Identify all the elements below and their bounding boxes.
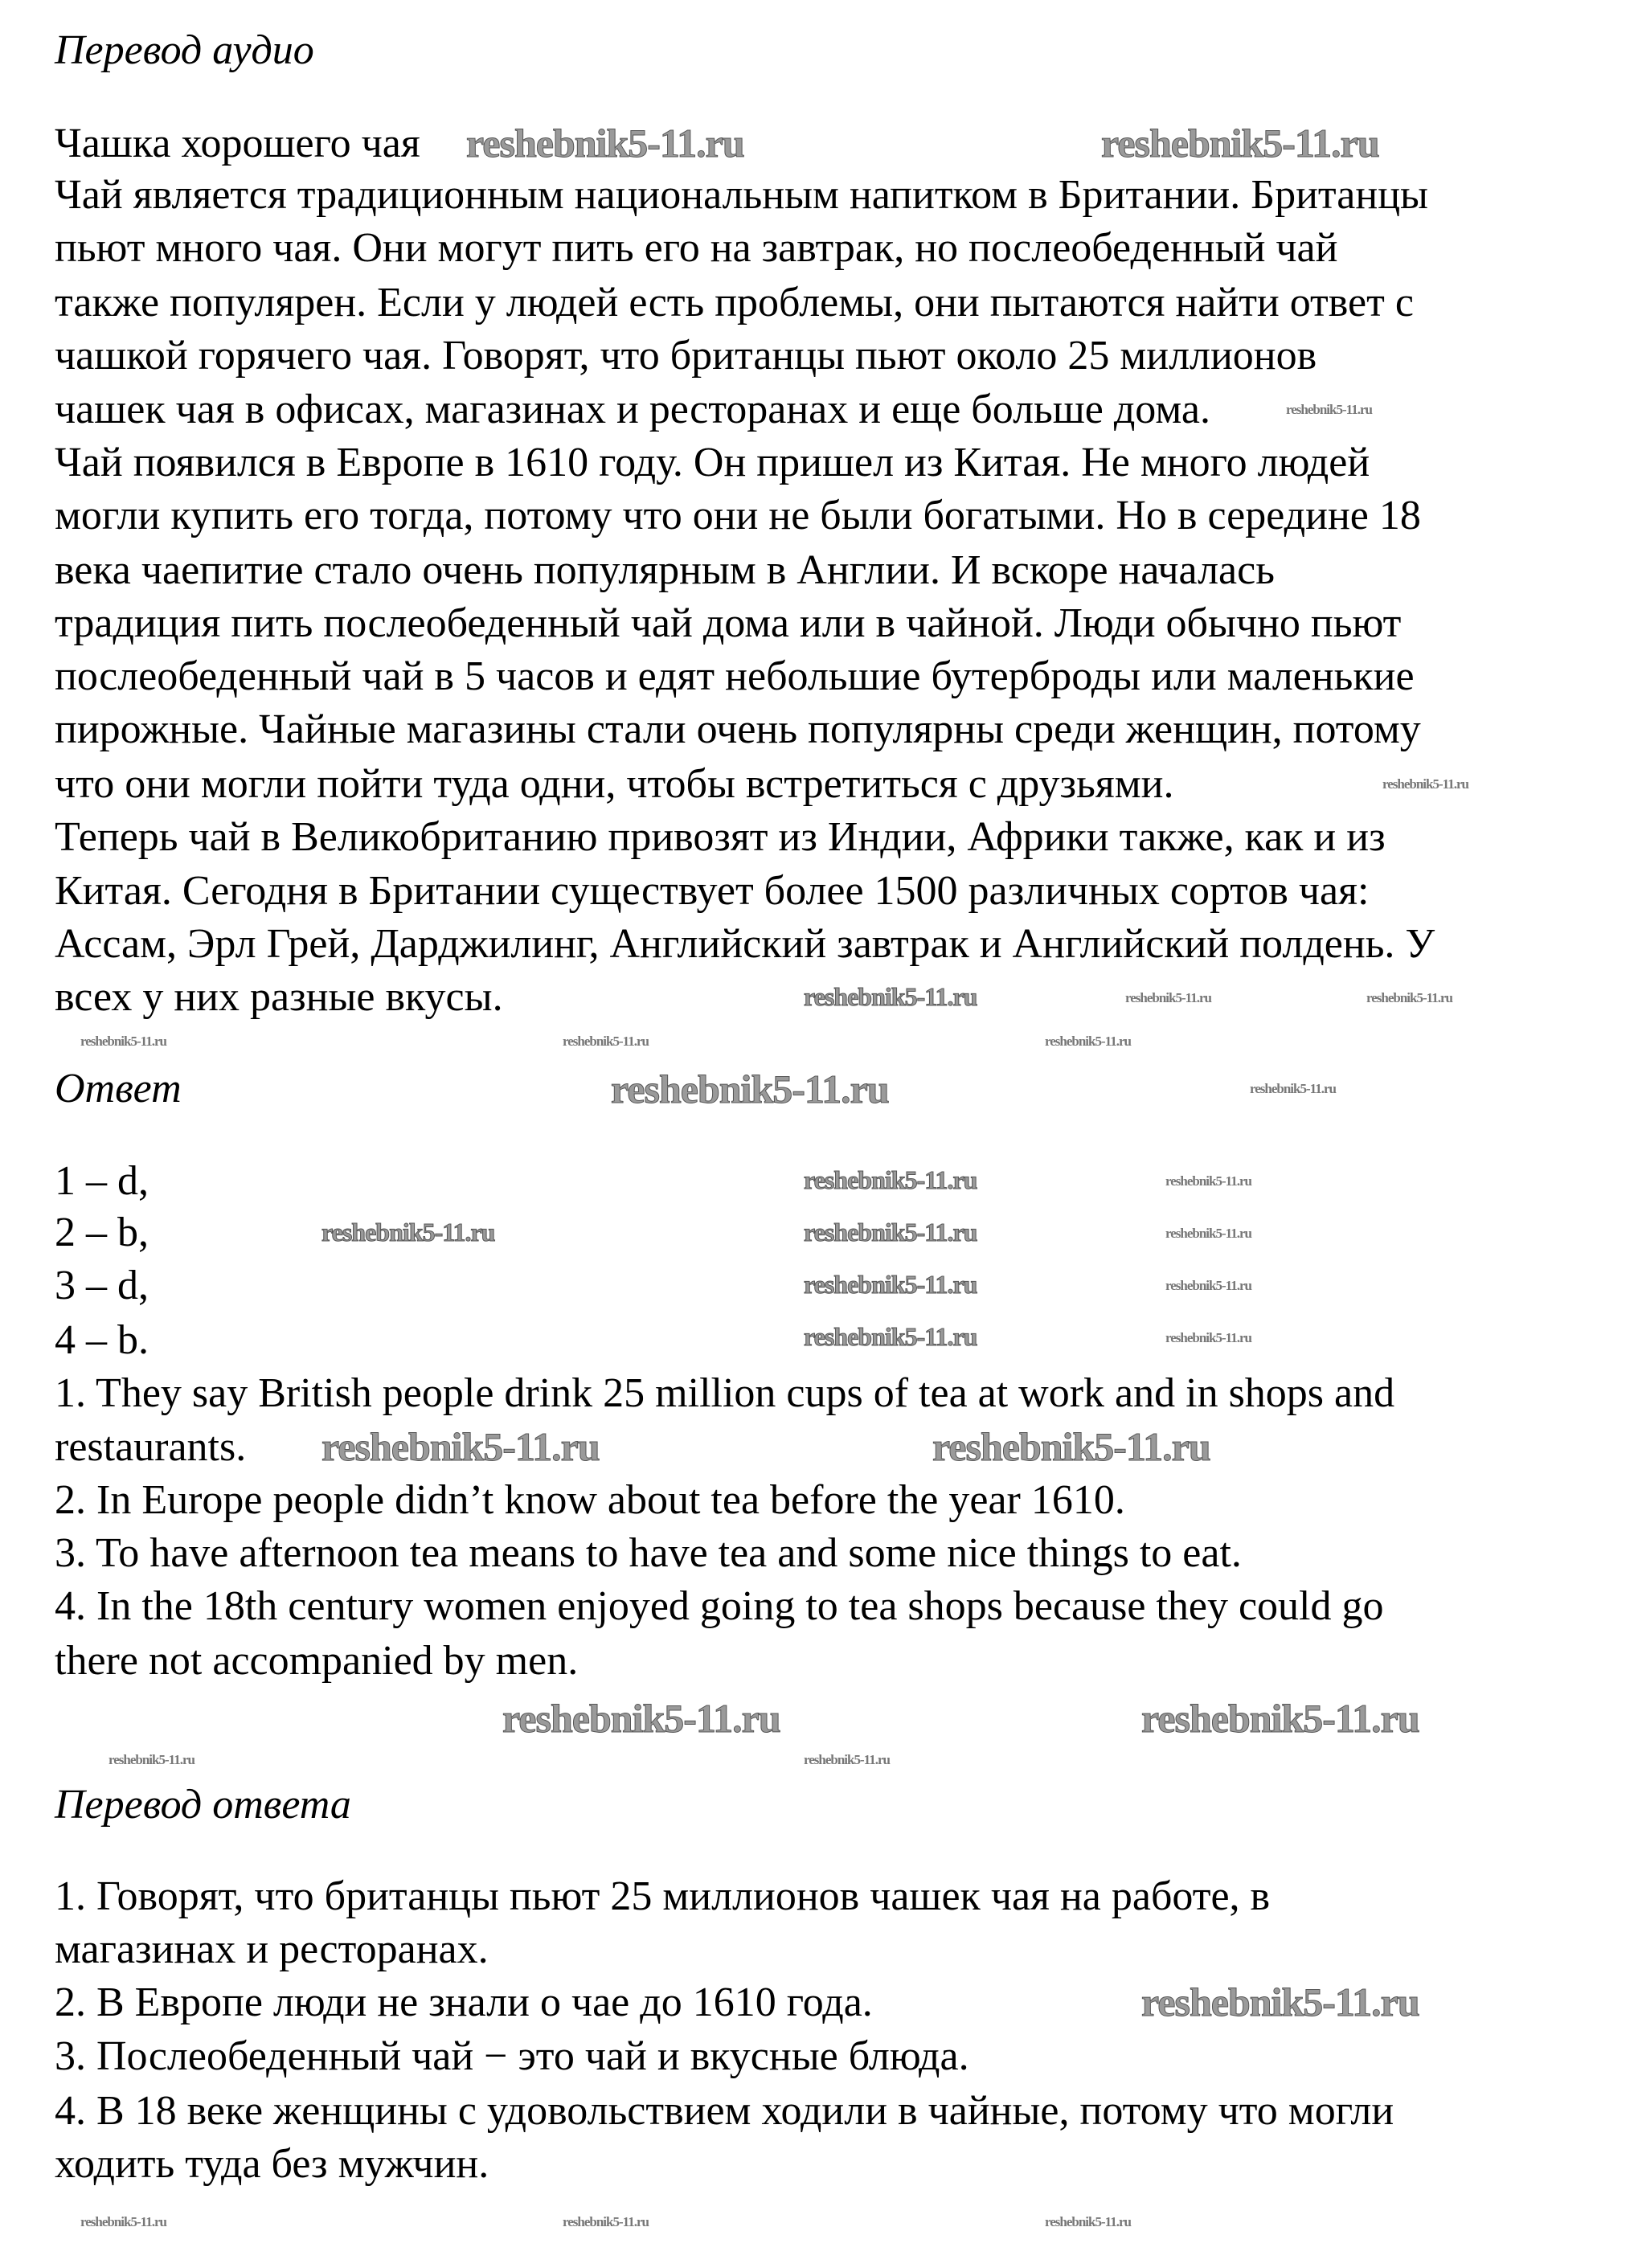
text-line: Ассам, Эрл Грей, Дарджилинг, Английский завтрак и Английский полдень. У [55,921,1435,967]
translation-line: 4. В 18 веке женщины с удовольствием ходили в чайные, потому что могли [55,2088,1394,2134]
text-line: Чай появился в Европе в 1610 году. Он пришел из Китая. Не много людей [55,440,1370,485]
answer-line: 2. In Europe people didn’t know about tea before the year 1610. [55,1477,1125,1523]
text-line: Теперь чай в Великобританию привозят из Индии, Африки также, как и из [55,814,1386,860]
watermark: reshebnik5-11.ru [1045,2214,1131,2229]
watermark: reshebnik5-11.ru [1366,990,1452,1005]
answer-line: 1. They say British people drink 25 million cups of tea at work and in shops and [55,1370,1395,1416]
watermark: reshebnik5-11.ru [563,2214,649,2229]
section-heading-audio-translation: Перевод аудио [55,27,314,73]
text-line: также популярен. Если у людей есть проблемы, они пытаются найти ответ с [55,280,1414,325]
watermark: reshebnik5-11.ru [804,1218,977,1247]
watermark: reshebnik5-11.ru [804,1752,890,1767]
translation-line: магазинах и ресторанах. [55,1926,489,1972]
watermark: reshebnik5-11.ru [932,1424,1210,1469]
watermark: reshebnik5-11.ru [502,1696,780,1741]
watermark: reshebnik5-11.ru [80,2214,166,2229]
text-line: всех у них разные вкусы. [55,974,503,1020]
text-line: чашкой горячего чая. Говорят, что британцы пьют около 25 миллионов [55,333,1317,379]
watermark: reshebnik5-11.ru [321,1424,600,1469]
answer-line: there not accompanied by men. [55,1638,579,1684]
text-line: века чаепитие стало очень популярным в Англии. И вскоре началась [55,547,1275,593]
watermark: reshebnik5-11.ru [804,1165,977,1194]
text-line: послеобеденный чай в 5 часов и едят небольшие бутерброды или маленькие [55,653,1415,699]
text-line: чашек чая в офисах, магазинах и ресторанах и еще больше дома. [55,387,1210,432]
answer-line: 2 – b, [55,1210,149,1255]
section-heading-answer-translation: Перевод ответа [55,1782,351,1828]
watermark: reshebnik5-11.ru [1141,1979,1419,2024]
text-line: что они могли пойти туда одни, чтобы встретиться с друзьями. [55,761,1174,807]
answer-line: 3 – d, [55,1263,149,1308]
watermark: reshebnik5-11.ru [563,1034,649,1049]
text-line: пирожные. Чайные магазины стали очень популярны среди женщин, потому [55,706,1421,752]
answer-line: 1 – d, [55,1158,149,1204]
watermark: reshebnik5-11.ru [611,1066,889,1111]
translation-line: 2. В Европе люди не знали о чае до 1610 года. [55,1979,873,2025]
watermark: reshebnik5-11.ru [80,1034,166,1049]
watermark: reshebnik5-11.ru [1250,1081,1336,1096]
section-heading-answer: Ответ [55,1066,182,1111]
watermark: reshebnik5-11.ru [1141,1696,1419,1741]
answer-line: 3. To have afternoon tea means to have tea and some nice things to eat. [55,1530,1242,1576]
answer-line: 4 – b. [55,1317,149,1363]
watermark: reshebnik5-11.ru [1101,121,1379,166]
text-line: Чай является традиционным национальным напитком в Британии. Британцы [55,172,1428,218]
watermark: reshebnik5-11.ru [1165,1278,1251,1293]
watermark: reshebnik5-11.ru [321,1218,495,1247]
text-line: Китая. Сегодня в Британии существует более 1500 различных сортов чая: [55,868,1370,914]
text-line: могли купить его тогда, потому что они не были богатыми. Но в середине 18 [55,493,1421,538]
translation-line: 1. Говорят, что британцы пьют 25 миллионов чашек чая на работе, в [55,1873,1271,1919]
watermark: reshebnik5-11.ru [466,121,744,166]
watermark: reshebnik5-11.ru [1165,1330,1251,1345]
watermark: reshebnik5-11.ru [1125,990,1211,1005]
text-line: пьют много чая. Они могут пить его на завтрак, но послеобеденный чай [55,225,1338,271]
watermark: reshebnik5-11.ru [804,1270,977,1299]
watermark: reshebnik5-11.ru [1286,402,1372,417]
translation-line: ходить туда без мужчин. [55,2141,489,2187]
answer-line: 4. In the 18th century women enjoyed going to tea shops because they could go [55,1583,1384,1629]
answer-line: restaurants. [55,1424,247,1470]
watermark: reshebnik5-11.ru [1165,1173,1251,1189]
watermark: reshebnik5-11.ru [109,1752,195,1767]
watermark: reshebnik5-11.ru [1382,776,1468,792]
text-title: Чашка хорошего чая [55,121,420,166]
watermark: reshebnik5-11.ru [1165,1226,1251,1241]
watermark: reshebnik5-11.ru [804,982,977,1011]
watermark: reshebnik5-11.ru [1045,1034,1131,1049]
watermark: reshebnik5-11.ru [804,1322,977,1351]
text-line: традиция пить послеобеденный чай дома или в чайной. Люди обычно пьют [55,600,1402,646]
translation-line: 3. Послеобеденный чай − это чай и вкусные блюда. [55,2033,969,2079]
